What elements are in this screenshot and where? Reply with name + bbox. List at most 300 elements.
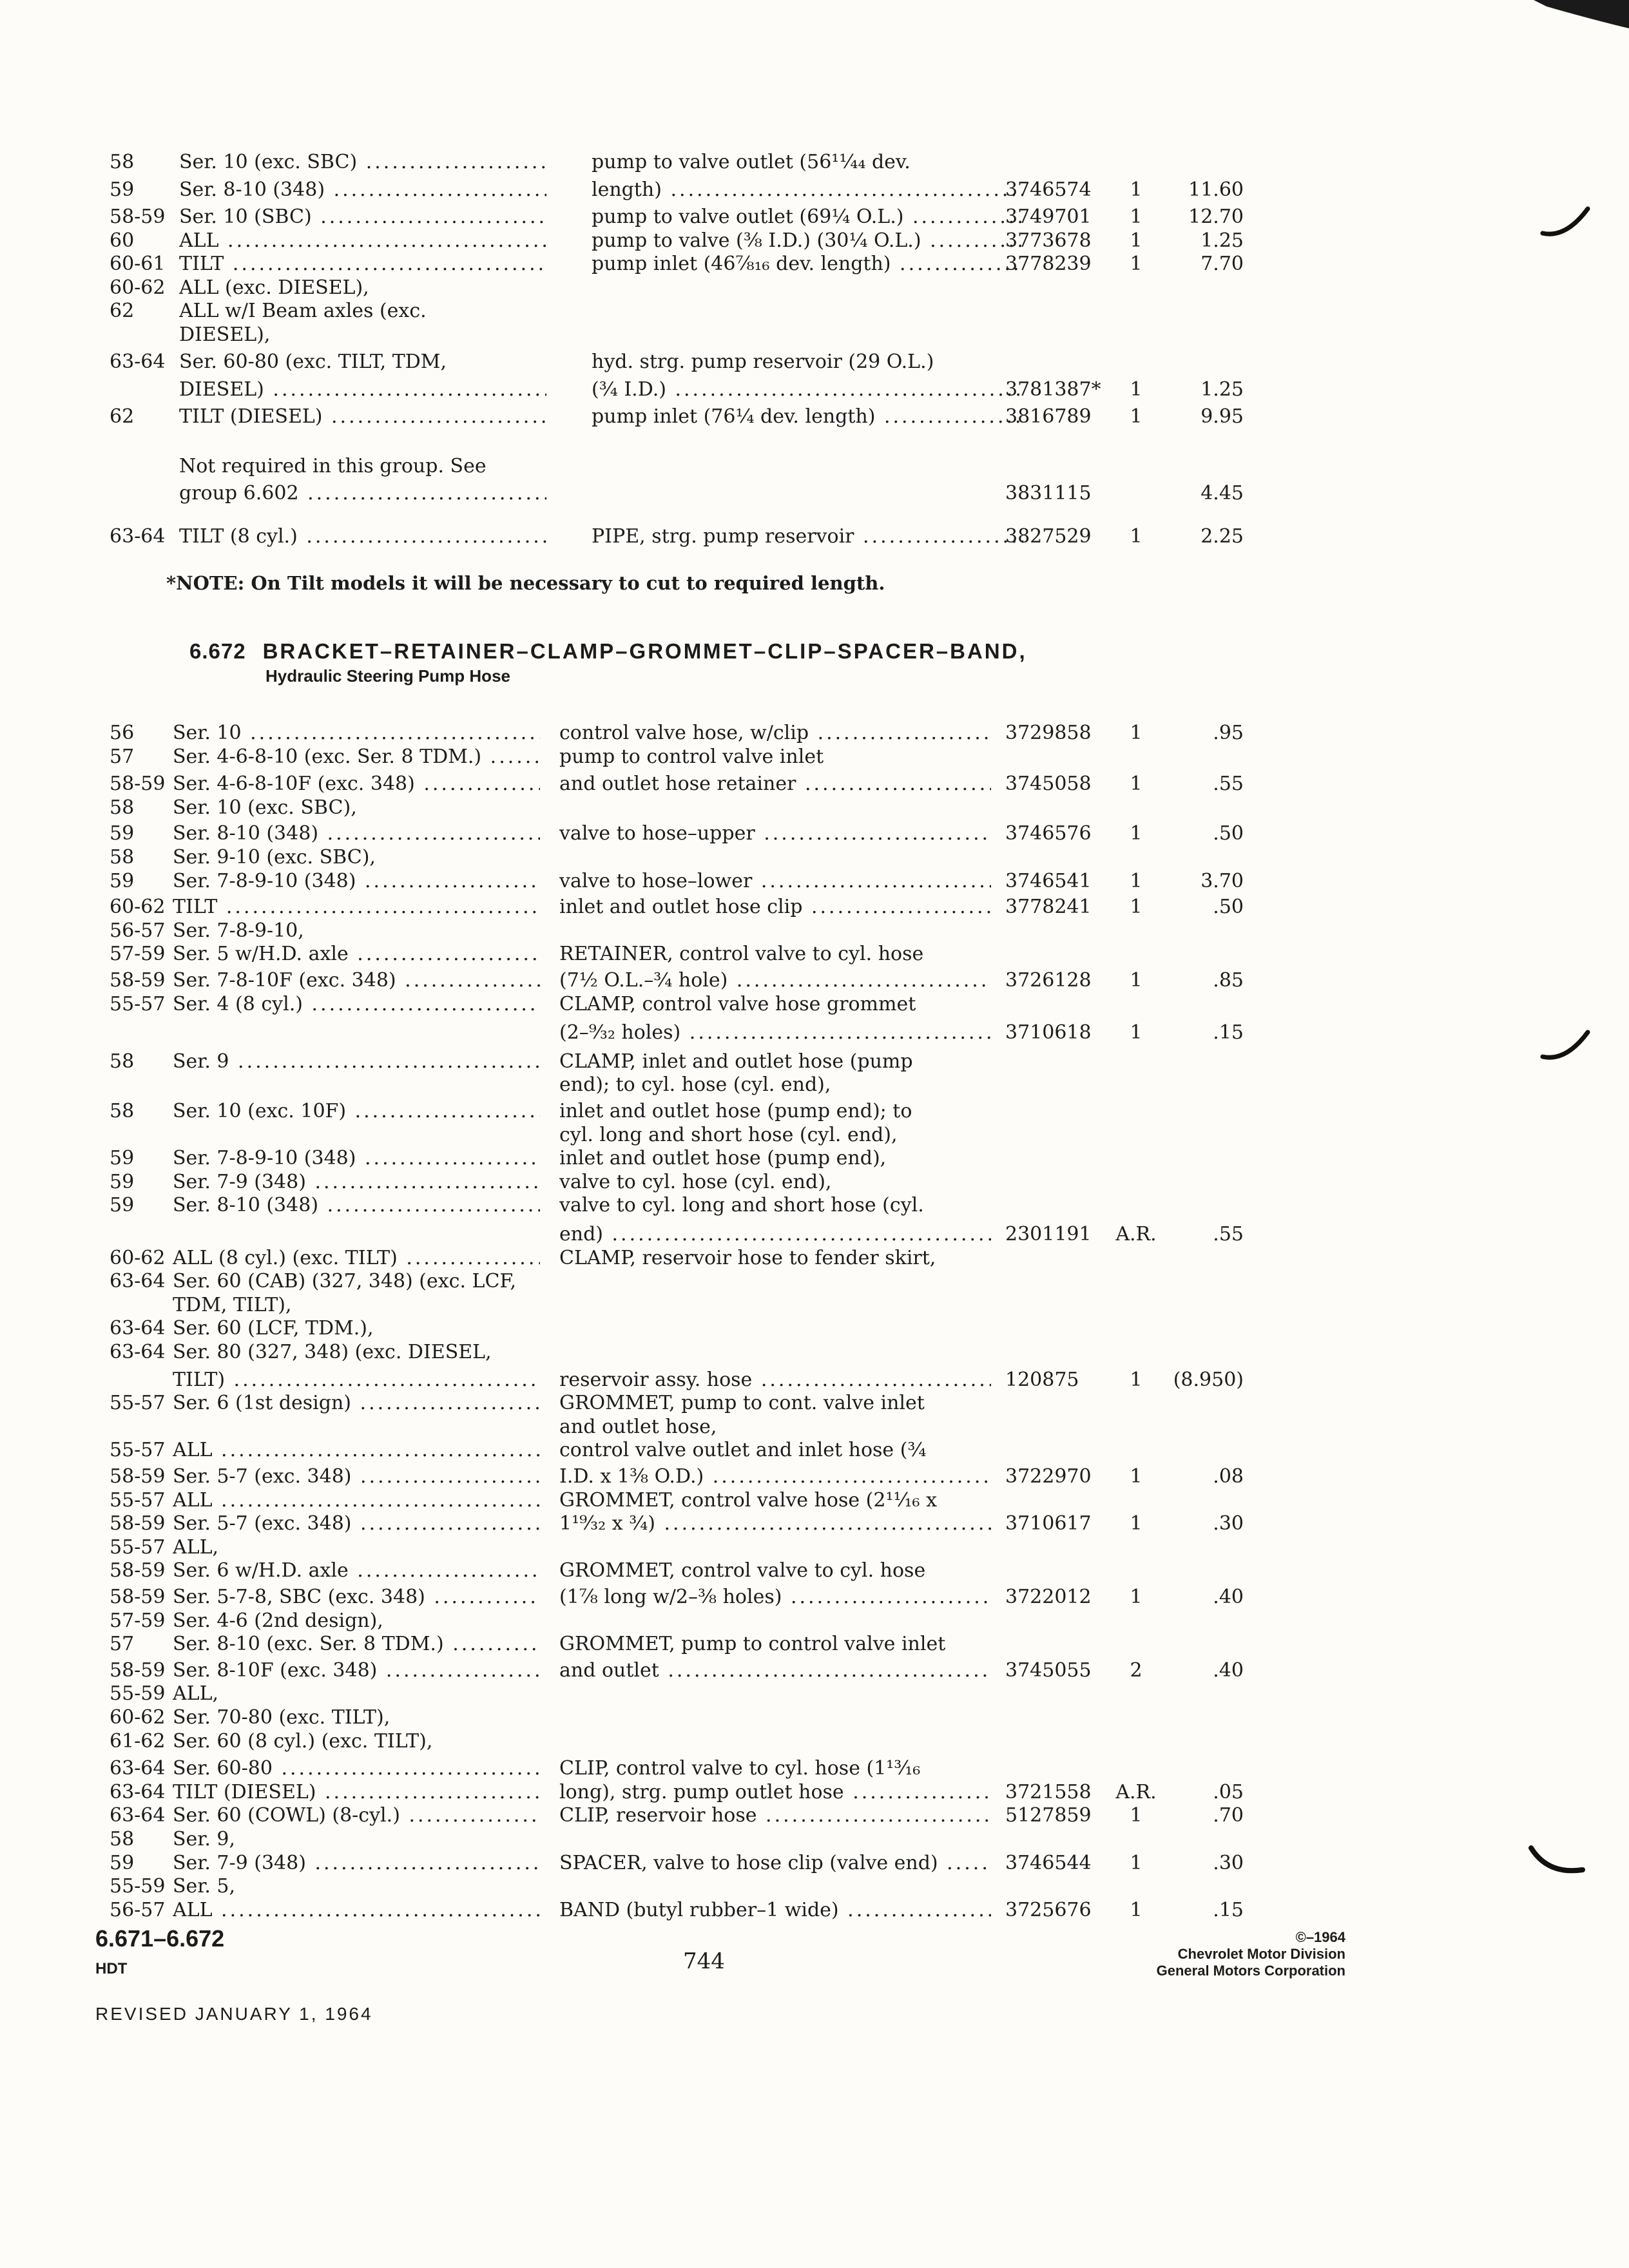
year-cell: 58-59	[110, 206, 166, 228]
model-cell: ALL w/I Beam axles (exc.	[179, 300, 427, 322]
table-row	[0, 1293, 1629, 1318]
part-number-cell: 3710617	[1005, 1512, 1092, 1535]
quantity-cell: 1	[1130, 206, 1142, 228]
table-row	[0, 1122, 1629, 1148]
table-row	[0, 1681, 1629, 1707]
model-cell: Ser. 60-80 .....	[173, 1756, 540, 1782]
year-cell: 63-64	[110, 1270, 166, 1293]
model-cell: Ser. 9-10 (exc. SBC),	[173, 846, 376, 869]
description-cell: inlet and outlet hose (pump end),	[559, 1147, 887, 1170]
year-cell: 60-62	[110, 1706, 166, 1729]
description-cell: and outlet hose retainer .....	[559, 771, 991, 797]
part-number-cell: 3749701	[1005, 206, 1092, 228]
description-cell: long), strg. pump outlet hose .....	[559, 1780, 991, 1805]
table-row	[0, 1850, 1629, 1876]
price-cell: 9.95	[1200, 405, 1244, 428]
price-cell: .55	[1213, 773, 1244, 796]
price-cell: (8.950)	[1173, 1368, 1244, 1391]
description-cell: inlet and outlet hose clip .....	[559, 894, 991, 920]
quantity-cell: 1	[1130, 1898, 1142, 1921]
price-cell: 1.25	[1200, 378, 1244, 401]
table-row	[0, 1340, 1629, 1365]
description-cell: pump to valve outlet (69¼ O.L.) .....	[592, 204, 1023, 230]
table-row	[0, 1072, 1629, 1098]
description-cell: pump inlet (76¼ dev. length) .....	[592, 404, 1023, 430]
section-number: 6.672	[189, 639, 246, 663]
table-row	[0, 251, 1629, 277]
quantity-cell: 1	[1130, 1021, 1142, 1044]
year-cell: 55-57	[110, 1392, 166, 1415]
part-number-cell: 3746544	[1005, 1851, 1092, 1874]
description-cell: pump to valve (⅜ I.D.) (30¼ O.L.) .....	[592, 228, 1023, 254]
model-cell: Ser. 8-10 (348) .....	[173, 1193, 540, 1218]
quantity-cell: 1	[1130, 722, 1142, 744]
part-number-cell: 3725676	[1005, 1898, 1092, 1921]
model-cell: Ser. 10 .....	[173, 720, 540, 746]
footer-model-code: HDT	[95, 1960, 128, 1977]
year-cell: 58	[110, 796, 135, 819]
description-cell: CLAMP, control valve hose grommet	[559, 992, 916, 1015]
model-cell: Ser. 5-7 (exc. 348) .....	[173, 1464, 540, 1490]
page-number: 744	[683, 1948, 725, 1974]
quantity-cell: 2	[1130, 1658, 1142, 1682]
year-cell: 58-59	[110, 1465, 166, 1488]
description-cell: end) .....	[559, 1222, 991, 1247]
year-cell: 57-59	[110, 943, 166, 966]
description-cell: (1⅞ long w/2–⅜ holes) .....	[559, 1584, 991, 1610]
model-cell: Ser. 80 (327, 348) (exc. DIESEL,	[173, 1341, 492, 1363]
table-row	[0, 1558, 1629, 1584]
year-cell: 62	[110, 300, 135, 322]
year-cell: 59	[110, 822, 135, 845]
model-cell: Ser. 4-6 (2nd design),	[173, 1609, 383, 1632]
section-title: BRACKET–RETAINER–CLAMP–GROMMET–CLIP–SPACER–BAND,	[262, 639, 1027, 663]
model-cell: Ser. 5-7 (exc. 348) .....	[173, 1511, 540, 1537]
price-cell: .95	[1213, 722, 1244, 744]
corner-smudge	[1534, 0, 1629, 32]
price-cell: .30	[1213, 1851, 1244, 1874]
part-number-cell: 3746574	[1005, 178, 1092, 201]
quantity-cell: 1	[1130, 178, 1142, 201]
year-cell: 55-57	[110, 992, 166, 1015]
table-row	[0, 1780, 1629, 1805]
table-row	[0, 1367, 1629, 1393]
price-cell: .40	[1213, 1658, 1244, 1682]
year-cell: 58	[110, 1828, 135, 1850]
description-cell: valve to hose–upper .....	[559, 821, 991, 847]
quantity-cell: 1	[1130, 1465, 1142, 1488]
section-subtitle: Hydraulic Steering Pump Hose	[265, 666, 510, 686]
model-cell: Ser. 7-9 (348) .....	[173, 1850, 540, 1876]
model-cell: Ser. 7-8-10F (exc. 348) .....	[173, 968, 540, 994]
table-row	[0, 149, 1629, 175]
year-cell: 58	[110, 151, 135, 173]
model-cell: DIESEL),	[179, 323, 271, 346]
description-cell: CLIP, reservoir hose .....	[559, 1803, 991, 1829]
part-number-cell: 120875	[1005, 1368, 1079, 1391]
year-cell: 63-64	[110, 1780, 166, 1803]
description-cell: pump to control valve inlet	[559, 745, 824, 768]
table-row	[0, 204, 1629, 230]
table-row	[0, 1488, 1629, 1514]
description-cell: cyl. long and short hose (cyl. end),	[559, 1123, 898, 1146]
table-row	[0, 377, 1629, 403]
year-cell: 63-64	[110, 1757, 166, 1780]
description-cell: 1¹⁹⁄₃₂ x ¾) .....	[559, 1511, 991, 1537]
model-cell: Ser. 8-10 (348) .....	[173, 821, 540, 847]
model-cell: Ser. 10 (exc. 10F) .....	[173, 1099, 540, 1124]
table-row	[0, 1874, 1629, 1899]
table-row	[0, 1146, 1629, 1171]
model-cell: Not required in this group. See	[179, 454, 487, 477]
model-cell: Ser. 60 (8 cyl.) (exc. TILT),	[173, 1729, 433, 1753]
model-cell: Ser. 60 (CAB) (327, 348) (exc. LCF,	[173, 1270, 517, 1293]
model-cell: Ser. 10 (exc. SBC) .....	[179, 149, 546, 175]
price-cell: 4.45	[1200, 482, 1244, 505]
table-row	[0, 992, 1629, 1017]
description-cell: (2–⁹⁄₃₂ holes) .....	[559, 1020, 991, 1046]
model-cell: ALL,	[173, 1535, 219, 1559]
revision-date: REVISED JANUARY 1, 1964	[95, 2004, 373, 2024]
part-number-cell: 3722970	[1005, 1465, 1092, 1488]
table-row	[0, 918, 1629, 944]
table-row	[0, 821, 1629, 847]
price-cell: .05	[1213, 1780, 1244, 1803]
year-cell: 60	[110, 229, 135, 252]
year-cell: 59	[110, 178, 135, 201]
model-cell: Ser. 4-6-8-10 (exc. Ser. 8 TDM.) .....	[173, 744, 540, 770]
quantity-cell: 1	[1130, 405, 1142, 428]
price-cell: .15	[1213, 1021, 1244, 1044]
description-cell: pump to valve outlet (56¹¹⁄₄₄ dev.	[592, 151, 911, 173]
table-row	[0, 524, 1629, 550]
price-cell: 3.70	[1200, 869, 1244, 892]
description-cell: valve to cyl. hose (cyl. end),	[559, 1170, 832, 1193]
quantity-cell: 1	[1130, 253, 1142, 275]
model-cell: Ser. 9,	[173, 1828, 236, 1850]
table-row	[0, 1827, 1629, 1852]
description-cell: RETAINER, control valve to cyl. hose	[559, 943, 924, 966]
quantity-cell: 1	[1130, 1586, 1142, 1608]
description-cell: valve to cyl. long and short hose (cyl.	[559, 1194, 924, 1217]
table-row	[0, 894, 1629, 920]
table-row	[0, 1020, 1629, 1046]
model-cell: Ser. 60 (COWL) (8-cyl.) .....	[173, 1803, 540, 1829]
table-row	[0, 1193, 1629, 1218]
table-row	[0, 1464, 1629, 1490]
price-cell: 7.70	[1200, 253, 1244, 275]
part-number-cell: 3746541	[1005, 869, 1092, 892]
quantity-cell: 1	[1130, 1851, 1142, 1874]
quantity-cell: 1	[1130, 1368, 1142, 1391]
year-cell: 56-57	[110, 919, 166, 942]
description-cell: BAND (butyl rubber–1 wide) .....	[559, 1898, 991, 1923]
year-cell: 59	[110, 869, 135, 892]
year-cell: 58	[110, 1100, 135, 1122]
model-cell: Ser. 5,	[173, 1875, 236, 1898]
description-cell: CLAMP, inlet and outlet hose (pump	[559, 1050, 913, 1073]
footer-corporation: General Motors Corporation	[1156, 1963, 1345, 1979]
part-number-cell: 3778239	[1005, 253, 1092, 275]
table-row	[0, 968, 1629, 994]
year-cell: 58-59	[110, 969, 166, 992]
part-number-cell: 3726128	[1005, 969, 1092, 992]
description-cell: PIPE, strg. pump reservoir .....	[592, 524, 1023, 550]
quantity-cell: 1	[1130, 773, 1142, 796]
model-cell: Ser. 6 (1st design) .....	[173, 1390, 540, 1416]
quantity-cell: 1	[1130, 869, 1142, 892]
year-cell: 60-62	[110, 896, 166, 919]
year-cell: 56	[110, 722, 135, 744]
model-cell: Ser. 4 (8 cyl.) .....	[173, 992, 540, 1017]
year-cell: 55-59	[110, 1875, 166, 1898]
description-cell: CLAMP, reservoir hose to fender skirt,	[559, 1246, 936, 1269]
year-cell: 57-59	[110, 1609, 166, 1632]
quantity-cell: 1	[1130, 229, 1142, 252]
table-row	[0, 795, 1629, 821]
table-row	[0, 298, 1629, 324]
part-number-cell: 3710618	[1005, 1021, 1092, 1044]
year-cell: 55-59	[110, 1682, 166, 1706]
year-cell: 60-61	[110, 253, 166, 275]
description-cell: valve to hose–lower .....	[559, 869, 991, 894]
price-cell: 1.25	[1200, 229, 1244, 252]
quantity-cell: A.R.	[1115, 1223, 1157, 1245]
description-cell: and outlet hose,	[559, 1415, 717, 1438]
table-row	[0, 941, 1629, 967]
year-cell: 58-59	[110, 1559, 166, 1582]
part-number-cell: 3831115	[1005, 482, 1092, 505]
part-number-cell: 3745058	[1005, 773, 1092, 796]
table-row	[0, 771, 1629, 797]
part-number-cell: 3729858	[1005, 722, 1092, 744]
price-cell: .30	[1213, 1512, 1244, 1535]
part-number-cell: 3778241	[1005, 896, 1092, 919]
model-cell: ALL .....	[173, 1488, 540, 1514]
description-cell: end); to cyl. hose (cyl. end),	[559, 1073, 831, 1097]
description-cell: GROMMET, pump to cont. valve inlet	[559, 1392, 925, 1415]
model-cell: ALL (8 cyl.) (exc. TILT) .....	[173, 1245, 540, 1271]
part-number-cell: 5127859	[1005, 1804, 1092, 1827]
year-cell: 58	[110, 846, 135, 869]
quantity-cell: 1	[1130, 969, 1142, 992]
table-row	[0, 454, 1629, 479]
table-row	[0, 869, 1629, 894]
table-row	[0, 349, 1629, 375]
model-cell: Ser. 70-80 (exc. TILT),	[173, 1706, 390, 1729]
model-cell: Ser. 60-80 (exc. TILT, TDM,	[179, 351, 447, 373]
part-number-cell: 3816789	[1005, 405, 1092, 428]
model-cell: Ser. 8-10 (348) .....	[179, 177, 546, 203]
year-cell: 59	[110, 1147, 135, 1170]
model-cell: TILT) .....	[173, 1367, 540, 1393]
description-cell: pump inlet (46⅞₁₆ dev. length) .....	[592, 251, 1023, 277]
description-cell: and outlet .....	[559, 1658, 991, 1684]
table-row	[0, 1269, 1629, 1294]
table-row	[0, 1511, 1629, 1537]
price-cell: .15	[1213, 1898, 1244, 1921]
description-cell: hyd. strg. pump reservoir (29 O.L.)	[592, 351, 934, 373]
year-cell: 57	[110, 745, 135, 768]
price-cell: .85	[1213, 969, 1244, 992]
model-cell: Ser. 4-6-8-10F (exc. 348) .....	[173, 771, 540, 797]
model-cell: Ser. 8-10 (exc. Ser. 8 TDM.) .....	[173, 1631, 540, 1657]
binding-mark-3	[1528, 1841, 1586, 1880]
model-cell: TILT .....	[179, 251, 546, 277]
year-cell: 58	[110, 1050, 135, 1073]
table-row	[0, 1316, 1629, 1341]
year-cell: 61-62	[110, 1729, 166, 1753]
table-row	[0, 322, 1629, 348]
model-cell: Ser. 10 (exc. SBC),	[173, 796, 357, 819]
description-cell: GROMMET, control valve to cyl. hose	[559, 1559, 926, 1582]
price-cell: .50	[1213, 822, 1244, 845]
part-number-cell: 3746576	[1005, 822, 1092, 845]
model-cell: Ser. 6 w/H.D. axle .....	[173, 1558, 540, 1584]
table-row	[0, 1049, 1629, 1075]
year-cell: 58-59	[110, 1586, 166, 1608]
table-row	[0, 1729, 1629, 1754]
part-number-cell: 3722012	[1005, 1586, 1092, 1608]
table-row	[0, 1631, 1629, 1657]
table-row	[0, 404, 1629, 430]
table-row	[0, 1658, 1629, 1684]
model-cell: ALL .....	[179, 228, 546, 254]
tilt-note: *NOTE: On Tilt models it will be necessary to cut to required length.	[166, 572, 885, 594]
model-cell: TILT (DIESEL) .....	[173, 1780, 540, 1805]
model-cell: Ser. 7-8-9-10 (348) .....	[173, 869, 540, 894]
table-row	[0, 481, 1629, 506]
model-cell: ALL,	[173, 1682, 219, 1706]
section-heading	[189, 639, 1027, 664]
year-cell: 58-59	[110, 1658, 166, 1682]
year-cell: 57	[110, 1633, 135, 1656]
description-cell: reservoir assy. hose .....	[559, 1367, 991, 1393]
table-row	[0, 744, 1629, 770]
model-cell: Ser. 5 w/H.D. axle .....	[173, 941, 540, 967]
table-row	[0, 177, 1629, 203]
year-cell: 59	[110, 1851, 135, 1874]
description-cell: I.D. x 1⅜ O.D.) .....	[559, 1464, 991, 1490]
table-row	[0, 228, 1629, 254]
table-row	[0, 1608, 1629, 1634]
model-cell: TDM, TILT),	[173, 1293, 292, 1316]
model-cell: Ser. 9 .....	[173, 1049, 540, 1075]
model-cell: Ser. 60 (LCF, TDM.),	[173, 1317, 374, 1340]
part-number-cell: 3827529	[1005, 524, 1092, 548]
table-row	[0, 1222, 1629, 1247]
year-cell: 59	[110, 1194, 135, 1217]
price-cell: .70	[1213, 1804, 1244, 1827]
quantity-cell: 1	[1130, 822, 1142, 845]
quantity-cell: 1	[1130, 1512, 1142, 1535]
price-cell: .55	[1213, 1223, 1244, 1245]
table-row	[0, 1756, 1629, 1782]
year-cell: 63-64	[110, 1317, 166, 1340]
model-cell: ALL .....	[173, 1898, 540, 1923]
model-cell: TILT .....	[173, 894, 540, 920]
table-row	[0, 1437, 1629, 1463]
table-row	[0, 1705, 1629, 1731]
table-row	[0, 1099, 1629, 1124]
price-cell: 12.70	[1188, 206, 1244, 228]
price-cell: 11.60	[1188, 178, 1244, 201]
year-cell: 63-64	[110, 1341, 166, 1363]
quantity-cell: 1	[1130, 896, 1142, 919]
table-row	[0, 1169, 1629, 1195]
part-number-cell: 2301191	[1005, 1223, 1092, 1245]
part-number-cell: 3773678	[1005, 229, 1092, 252]
model-cell: ALL .....	[173, 1437, 540, 1463]
footer-publisher	[1005, 1929, 1345, 1979]
table-row	[0, 1535, 1629, 1561]
year-cell: 55-57	[110, 1535, 166, 1559]
table-row	[0, 1898, 1629, 1923]
part-number-cell: 3781387*	[1005, 378, 1101, 401]
year-cell: 63-64	[110, 1804, 166, 1827]
model-cell: group 6.602 .....	[179, 481, 546, 506]
model-cell: TILT (DIESEL) .....	[179, 404, 546, 430]
description-cell: (7½ O.L.–¾ hole) .....	[559, 968, 991, 994]
price-cell: .08	[1213, 1465, 1244, 1488]
year-cell: 55-57	[110, 1488, 166, 1512]
model-cell: Ser. 5-7-8, SBC (exc. 348) .....	[173, 1584, 540, 1610]
year-cell: 58-59	[110, 1512, 166, 1535]
table-row	[0, 720, 1629, 746]
year-cell: 62	[110, 405, 135, 428]
binding-mark-2	[1540, 1028, 1592, 1064]
year-cell: 59	[110, 1170, 135, 1193]
part-number-cell: 3721558	[1005, 1780, 1092, 1803]
description-cell: GROMMET, pump to control valve inlet	[559, 1633, 946, 1656]
description-cell: control valve outlet and inlet hose (¾	[559, 1439, 927, 1462]
price-cell: 2.25	[1200, 524, 1244, 548]
model-cell: DIESEL) .....	[179, 377, 546, 403]
price-cell: .40	[1213, 1586, 1244, 1608]
model-cell: Ser. 8-10F (exc. 348) .....	[173, 1658, 540, 1684]
table-row	[0, 845, 1629, 870]
model-cell: ALL (exc. DIESEL),	[179, 276, 369, 299]
model-cell: Ser. 7-8-9-10 (348) .....	[173, 1146, 540, 1171]
description-cell: length) .....	[592, 177, 1023, 203]
description-cell: (¾ I.D.) .....	[592, 377, 1023, 403]
table-row	[0, 1584, 1629, 1610]
quantity-cell: 1	[1130, 378, 1142, 401]
table-row	[0, 1245, 1629, 1271]
description-cell: inlet and outlet hose (pump end); to	[559, 1100, 912, 1122]
year-cell: 63-64	[110, 351, 166, 373]
model-cell: Ser. 10 (SBC) .....	[179, 204, 546, 230]
year-cell: 60-62	[110, 1246, 166, 1269]
year-cell: 56-57	[110, 1898, 166, 1921]
model-cell: TILT (8 cyl.) .....	[179, 524, 546, 550]
quantity-cell: A.R.	[1115, 1780, 1157, 1803]
year-cell: 55-57	[110, 1439, 166, 1462]
table-row	[0, 1390, 1629, 1416]
description-cell: GROMMET, control valve hose (2¹¹⁄₁₆ x	[559, 1488, 938, 1512]
model-cell: Ser. 7-9 (348) .....	[173, 1169, 540, 1195]
table-row	[0, 275, 1629, 301]
description-cell: CLIP, control valve to cyl. hose (1¹³⁄₁₆	[559, 1757, 921, 1780]
table-row	[0, 1414, 1629, 1440]
year-cell: 63-64	[110, 524, 166, 548]
quantity-cell: 1	[1130, 1804, 1142, 1827]
price-cell: .50	[1213, 896, 1244, 919]
table-row	[0, 1803, 1629, 1829]
footer-division: Chevrolet Motor Division	[1177, 1946, 1345, 1962]
quantity-cell: 1	[1130, 524, 1142, 548]
description-cell: control valve hose, w/clip .....	[559, 720, 991, 746]
